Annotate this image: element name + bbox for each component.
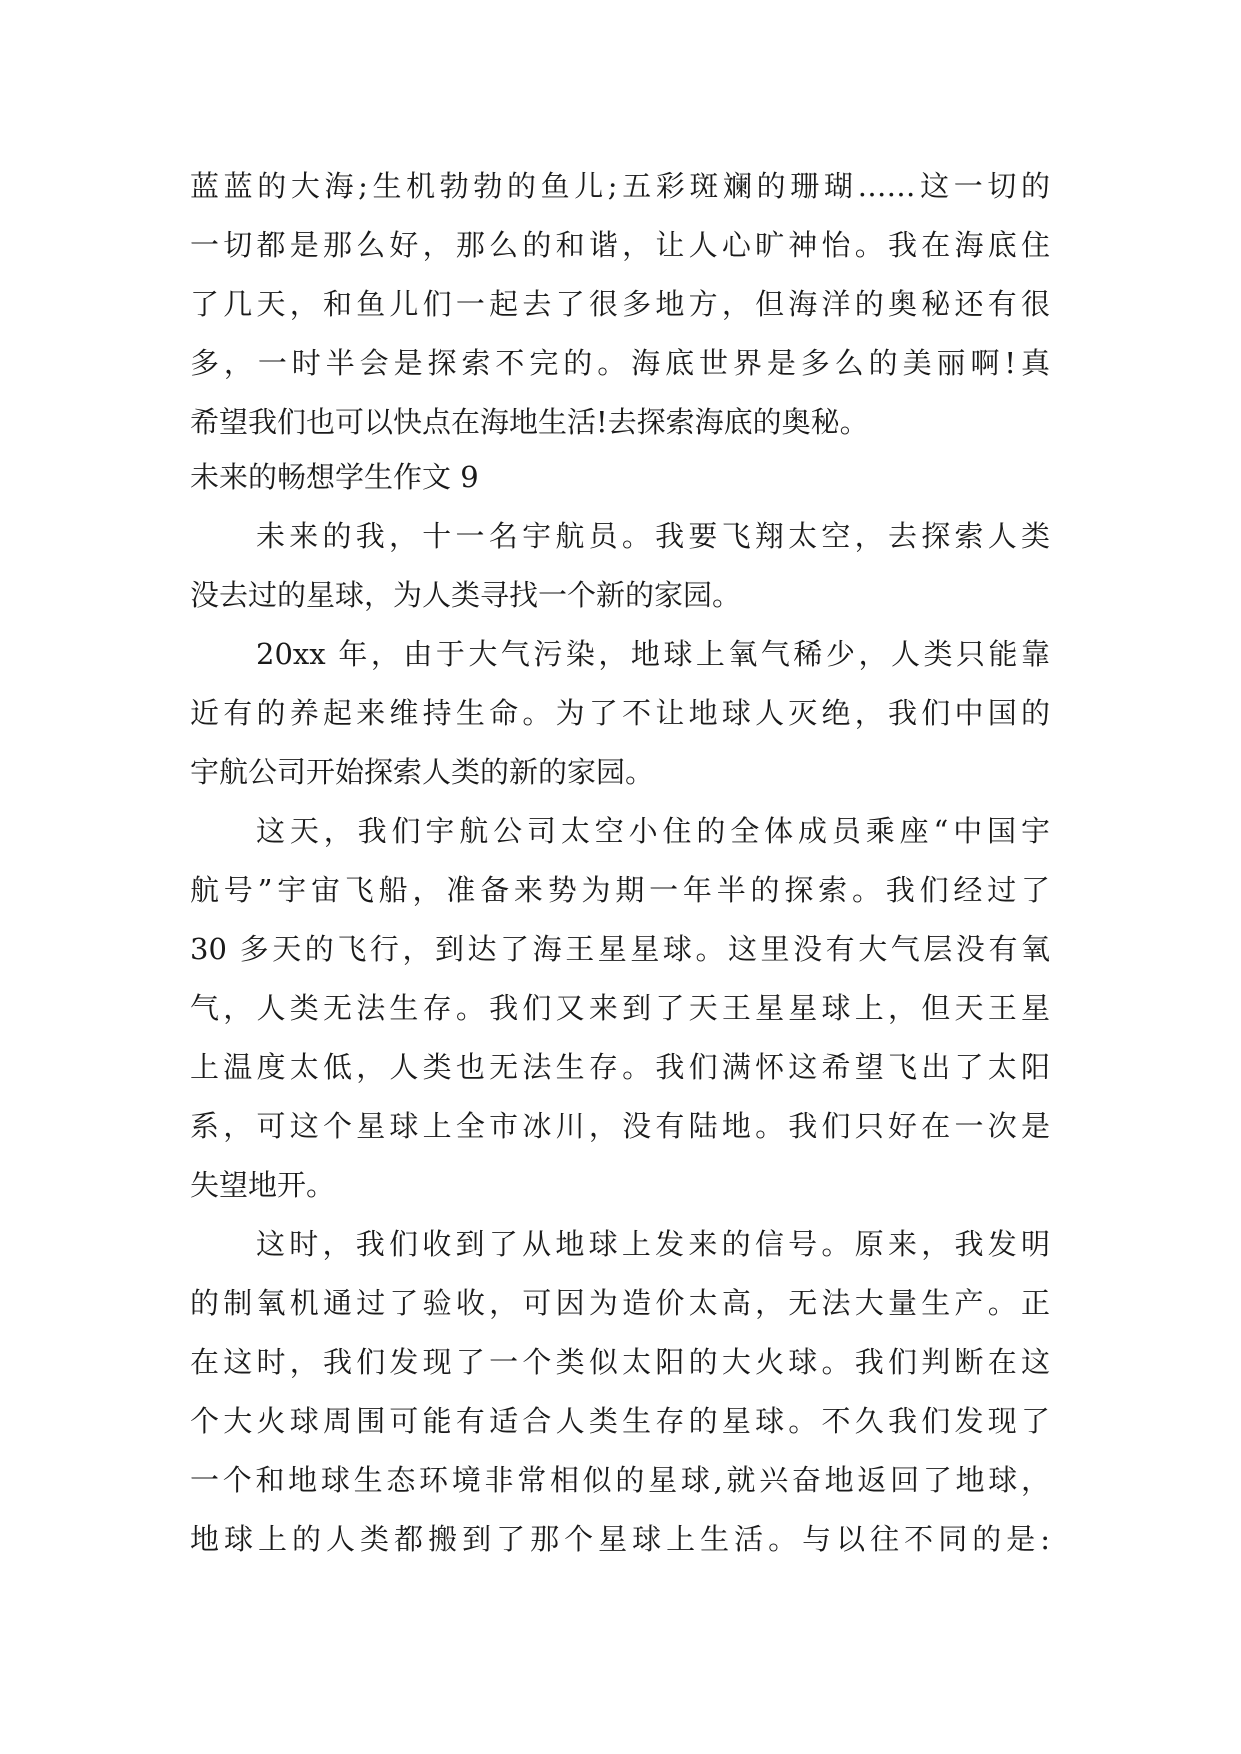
text-line: 气，人类无法生存。我们又来到了天王星星球上，但天王星 — [190, 991, 1050, 1025]
text-line: 航号”宇宙飞船，准备来势为期一年半的探索。我们经过了 — [190, 873, 1050, 907]
text-line: 在这时，我们发现了一个类似太阳的大火球。我们判断在这 — [190, 1345, 1050, 1379]
text-line: 地球上的人类都搬到了那个星球上生活。与以往不同的是: — [190, 1522, 1050, 1556]
text-line: 蓝蓝的大海;生机勃勃的鱼儿;五彩斑斓的珊瑚……这一切的 — [190, 169, 1050, 203]
text-line: 一切都是那么好，那么的和谐，让人心旷神怡。我在海底住 — [190, 228, 1050, 262]
text-line: 宇航公司开始探索人类的新的家园。 — [190, 755, 655, 789]
text-line: 个大火球周围可能有适合人类生存的星球。不久我们发现了 — [190, 1404, 1050, 1438]
text-line: 希望我们也可以快点在海地生活!去探索海底的奥秘。 — [190, 405, 869, 439]
text-line: 了几天，和鱼儿们一起去了很多地方，但海洋的奥秘还有很 — [190, 287, 1050, 321]
text-line: 20xx 年，由于大气污染，地球上氧气稀少，人类只能靠 — [256, 637, 1050, 671]
section-heading: 未来的畅想学生作文 9 — [190, 460, 479, 494]
text-line: 这天，我们宇航公司太空小住的全体成员乘座“中国宇 — [256, 814, 1050, 848]
text-line: 一个和地球生态环境非常相似的星球,就兴奋地返回了地球， — [190, 1463, 1050, 1497]
text-line: 未来的我，十一名宇航员。我要飞翔太空，去探索人类 — [256, 519, 1050, 553]
text-line: 多，一时半会是探索不完的。海底世界是多么的美丽啊!真 — [190, 346, 1050, 380]
text-line: 没去过的星球，为人类寻找一个新的家园。 — [190, 578, 742, 612]
text-line: 失望地开。 — [190, 1168, 336, 1202]
text-line: 上温度太低，人类也无法生存。我们满怀这希望飞出了太阳 — [190, 1050, 1050, 1084]
text-line: 的制氧机通过了验收，可因为造价太高，无法大量生产。正 — [190, 1286, 1050, 1320]
text-line: 30 多天的飞行，到达了海王星星球。这里没有大气层没有氧 — [190, 932, 1050, 966]
text-line: 近有的养起来维持生命。为了不让地球人灭绝，我们中国的 — [190, 696, 1050, 730]
text-line: 系，可这个星球上全市冰川，没有陆地。我们只好在一次是 — [190, 1109, 1050, 1143]
text-line: 这时，我们收到了从地球上发来的信号。原来，我发明 — [256, 1227, 1050, 1261]
